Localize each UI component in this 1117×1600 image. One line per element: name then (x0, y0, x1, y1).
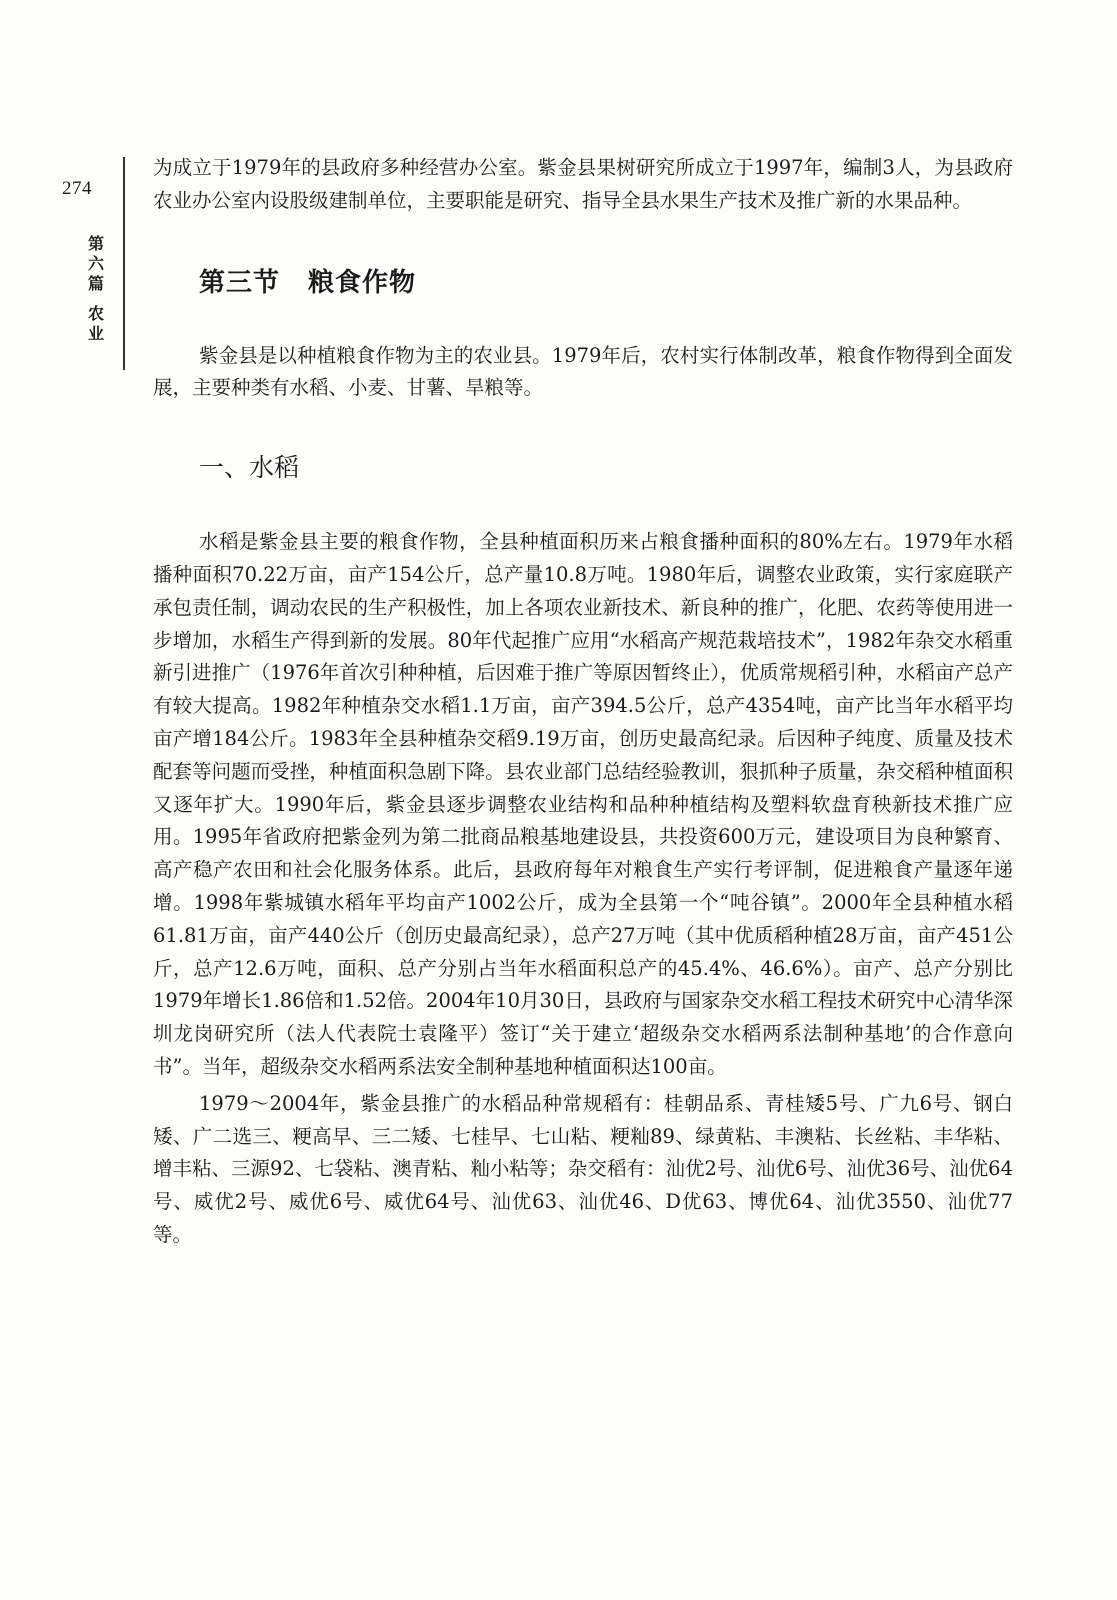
margin-divider (123, 157, 125, 370)
part-label: 第六篇 (87, 234, 104, 293)
intro-paragraph: 为成立于1979年的县政府多种经营办公室。紫金县果树研究所成立于1997年，编制3人，为县政府农业办公室内设股级建制单位，主要职能是研究、指导全县水果生产技术及推广新的水果品种。 (153, 156, 1013, 212)
running-header-part (86, 234, 106, 344)
section-paragraph: 紫金县是以种植粮食作物为主的农业县。1979年后，农村实行体制改革，粮食作物得到全面发展，主要种类有水稻、小麦、甘薯、旱粮等。 (153, 343, 1013, 400)
part-subject: 农业 (87, 304, 104, 343)
subsection-paragraph-2: 1979～2004年，紫金县推广的水稻品种常规稻有：桂朝品系、青桂矮5号、广九6号、钢白矮、广二选三、粳高早、三二矮、七桂早、七山粘、粳籼89、绿黄粘、丰澳粘、长丝粘、丰华粘、增丰粘、三源92、七袋粘、澳青粘、籼小粘等；杂交稻有：汕优2号、汕优6号、汕优36号、汕优64号、威优2号、威优6号、威优64号、汕优63、汕优46、D优63、博优64、汕优3550、汕优77等。 (153, 1091, 1013, 1246)
subsection-heading: 一、水稻 (199, 453, 300, 483)
page-number: 274 (62, 178, 92, 199)
subsection-paragraph-1: 水稻是紫金县主要的粮食作物，全县种植面积历来占粮食播种面积的80%左右。1979年水稻播种面积70.22万亩，亩产154公斤，总产量10.8万吨。1980年后，调整农业政策，实行家庭联产承包责任制，调动农民的生产积极性，加上各项农业新技术、新良种的推广，化肥、农药等使用进一步增加，水稻生产得到新的发展。80年代起推广应用“水稻高产规范栽培技术”，1982年杂交水稻重新引进推广（1976年首次引种种植，后因难于推广等原因暂终止），优质常规稻引种，水稻亩产总产有较大提高。1982年种植杂交水稻1.1万亩，亩产394.5公斤，总产4354吨，亩产比当年水稻平均亩产增184公斤。1983年全县种植杂交稻9.19万亩，创历史最高纪录。后因种子纯度、质量及技术配套等问题而受挫，种植面积急剧下降。县农业部门总结经验教训，狠抓种子质量，杂交稻种植面积又逐年扩大。1990年后，紫金县逐步调整农业结构和品种种植结构及塑料软盘育秧新技术推广应用。1995年省政府把紫金列为第二批商品粮基地建设县，共投资600万元，建设项目为良种繁育、高产稳产农田和社会化服务体系。此后，县政府每年对粮食生产实行考评制，促进粮食产量逐年递增。1998年紫城镇水稻年平均亩产1002公斤，成为全县第一个“吨谷镇”。2000年全县种植水稻61.81万亩，亩产440公斤（创历史最高纪录），总产27万吨（其中优质稻种植28万亩，亩产451公斤，总产12.6万吨，面积、总产分别占当年水稻面积总产的45.4%、46.6%）。亩产、总产分别比1979年增长1.86倍和1.52倍。2004年10月30日，县政府与国家杂交水稻工程技术研究中心清华深圳龙岗研究所（法人代表院士袁隆平）签订“关于建立‘超级杂交水稻两系法制种基地’的合作意向书”。当年，超级杂交水稻两系法安全制种基地种植面积达100亩。 (153, 530, 1013, 1078)
section-heading (199, 262, 1013, 299)
section-title: 粮食作物 (308, 267, 417, 298)
section-number: 第三节 (199, 267, 281, 298)
page-body (153, 152, 1013, 1252)
